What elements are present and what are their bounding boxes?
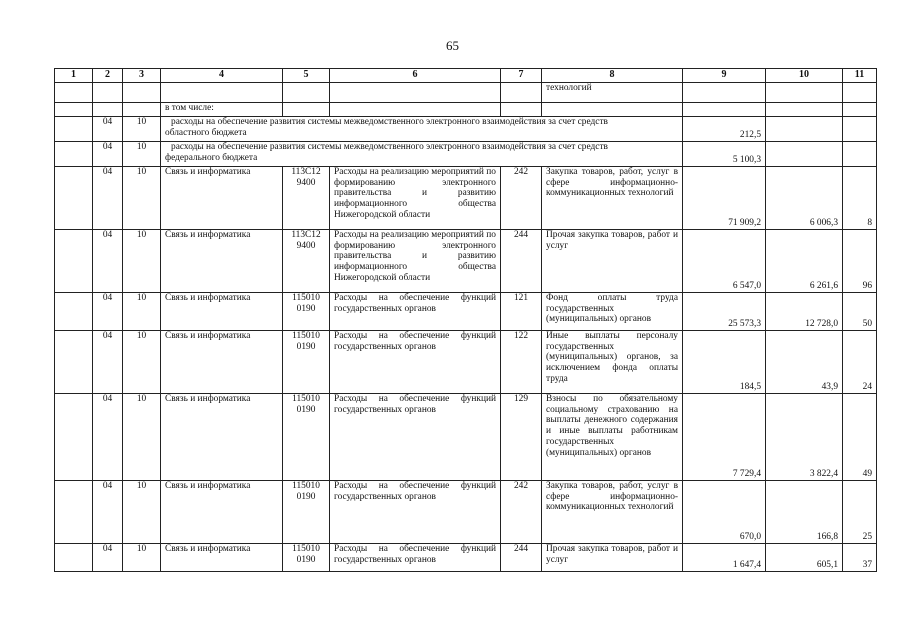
cell-percent: 49 bbox=[843, 394, 877, 481]
cell-expense-type-name: Фонд оплаты труда государственных (муниципальных) органов bbox=[542, 293, 683, 331]
cell-expense-description: Расходы на обеспечение функций государственных органов bbox=[330, 394, 501, 481]
header-cell: 3 bbox=[123, 69, 161, 83]
cell-expense-description: Расходы на обеспечение функций государственных органов bbox=[330, 481, 501, 544]
header-cell: 1 bbox=[55, 69, 93, 83]
header-cell: 10 bbox=[766, 69, 843, 83]
cell-blank bbox=[55, 394, 93, 481]
wide-text-cell bbox=[161, 117, 683, 142]
cell-expense-type-name: Закупка товаров, работ, услуг в сфере информационно-коммуникационных технологий bbox=[542, 167, 683, 230]
cell-target-code: 113С12 9400 bbox=[283, 230, 330, 293]
budget-table bbox=[54, 68, 877, 572]
wide-text-line: федерального бюджета bbox=[165, 152, 258, 163]
cell-percent: 24 bbox=[843, 331, 877, 394]
header-cell: 7 bbox=[501, 69, 542, 83]
header-cell: 8 bbox=[542, 69, 683, 83]
cell-expense-description: Расходы на обеспечение функций государственных органов bbox=[330, 544, 501, 572]
cell-section: 04 bbox=[93, 394, 123, 481]
cell-name: Связь и информатика bbox=[161, 331, 283, 394]
cell-target-code: 115010 0190 bbox=[283, 394, 330, 481]
cell-target-code: 113С12 9400 bbox=[283, 167, 330, 230]
cell-subsection: 10 bbox=[123, 142, 161, 167]
cell-section: 04 bbox=[93, 544, 123, 572]
cell-name: Связь и информатика bbox=[161, 293, 283, 331]
table-row bbox=[55, 544, 877, 572]
cell-expense-type: 244 bbox=[501, 230, 542, 293]
cell-section: 04 bbox=[93, 167, 123, 230]
page-number: 65 bbox=[446, 38, 459, 53]
cell-subsection: 10 bbox=[123, 544, 161, 572]
cell-subsection: 10 bbox=[123, 394, 161, 481]
cell-expense-description: Расходы на обеспечение функций государственных органов bbox=[330, 293, 501, 331]
header-row bbox=[55, 69, 877, 83]
wide-text-line: расходы на обеспечение развития системы межведомственного электронного взаимодействия за счет средств bbox=[171, 142, 608, 152]
wide-text-line: расходы на обеспечение развития системы межведомственного электронного взаимодействия за счет средств bbox=[171, 117, 608, 127]
cell-percent: 37 bbox=[843, 544, 877, 572]
table-row bbox=[55, 167, 877, 230]
header-cell: 9 bbox=[683, 69, 766, 83]
cell-expense-type-name: Взносы по обязательному социальному страхованию на выплаты денежного содержания и иные выплаты работникам государственных (муниципальных) органов bbox=[542, 394, 683, 481]
cell-blank bbox=[55, 167, 93, 230]
cell-blank bbox=[55, 481, 93, 544]
continuation-row bbox=[55, 83, 877, 103]
cell-executed: 6 261,6 bbox=[766, 230, 843, 293]
including-row bbox=[55, 103, 877, 117]
cell-name: Связь и информатика bbox=[161, 394, 283, 481]
cell-executed: 3 822,4 bbox=[766, 394, 843, 481]
cell-amount: 212,5 bbox=[683, 117, 766, 142]
cell-target-code: 115010 0190 bbox=[283, 331, 330, 394]
cell-expense-type-name: Закупка товаров, работ, услуг в сфере информационно-коммуникационных технологий bbox=[542, 481, 683, 544]
table-row bbox=[55, 394, 877, 481]
cell-section: 04 bbox=[93, 481, 123, 544]
cell-blank bbox=[55, 230, 93, 293]
cell-executed: 6 006,3 bbox=[766, 167, 843, 230]
cell-expense-description: Расходы на обеспечение функций государственных органов bbox=[330, 331, 501, 394]
header-cell: 6 bbox=[330, 69, 501, 83]
cell-subsection: 10 bbox=[123, 293, 161, 331]
wide-row bbox=[55, 142, 877, 167]
cell-amount: 1 647,4 bbox=[683, 544, 766, 572]
cell-subsection: 10 bbox=[123, 117, 161, 142]
cell-subsection: 10 bbox=[123, 331, 161, 394]
cell-expense-type: 242 bbox=[501, 167, 542, 230]
cell-section: 04 bbox=[93, 293, 123, 331]
cell-section: 04 bbox=[93, 230, 123, 293]
cell-percent: 50 bbox=[843, 293, 877, 331]
cell-section: 04 bbox=[93, 117, 123, 142]
wide-text-line: областного бюджета bbox=[165, 127, 247, 138]
cell-expense-type: 244 bbox=[501, 544, 542, 572]
wide-text-cell bbox=[161, 142, 683, 167]
cell-executed: 12 728,0 bbox=[766, 293, 843, 331]
cell-name: Связь и информатика bbox=[161, 230, 283, 293]
cell-target-code: 115010 0190 bbox=[283, 293, 330, 331]
cell-blank bbox=[55, 331, 93, 394]
cell-name: Связь и информатика bbox=[161, 167, 283, 230]
cell-expense-type-name: Прочая закупка товаров, работ и услуг bbox=[542, 230, 683, 293]
cell-name: Связь и информатика bbox=[161, 481, 283, 544]
cell-percent: 25 bbox=[843, 481, 877, 544]
table-row bbox=[55, 331, 877, 394]
header-cell: 5 bbox=[283, 69, 330, 83]
cell-name: Связь и информатика bbox=[161, 544, 283, 572]
cell-amount: 7 729,4 bbox=[683, 394, 766, 481]
header-cell: 2 bbox=[93, 69, 123, 83]
including-label: в том числе: bbox=[161, 103, 283, 117]
cell-amount: 25 573,3 bbox=[683, 293, 766, 331]
cell-section: 04 bbox=[93, 331, 123, 394]
cell-subsection: 10 bbox=[123, 230, 161, 293]
wide-row bbox=[55, 117, 877, 142]
table-row bbox=[55, 481, 877, 544]
cell-section: 04 bbox=[93, 142, 123, 167]
cell-target-code: 115010 0190 bbox=[283, 544, 330, 572]
cell-expense-type-name: Иные выплаты персоналу государственных (муниципальных) органов, за исключением фонда оплаты труда bbox=[542, 331, 683, 394]
cell-blank bbox=[55, 544, 93, 572]
cell-expense-type: 122 bbox=[501, 331, 542, 394]
cell-expense-type: 242 bbox=[501, 481, 542, 544]
cell-expense-type: 121 bbox=[501, 293, 542, 331]
table-row bbox=[55, 293, 877, 331]
cell-executed: 605,1 bbox=[766, 544, 843, 572]
cell-expense-type: 129 bbox=[501, 394, 542, 481]
cell-subsection: 10 bbox=[123, 481, 161, 544]
cell-executed: 43,9 bbox=[766, 331, 843, 394]
cell-percent: 96 bbox=[843, 230, 877, 293]
header-cell: 11 bbox=[843, 69, 877, 83]
cell-expense-description: Расходы на реализацию мероприятий по формированию электронного правительства и развитию информационного общества Нижегородской области bbox=[330, 230, 501, 293]
cell-expense-description: Расходы на реализацию мероприятий по формированию электронного правительства и развитию информационного общества Нижегородской области bbox=[330, 167, 501, 230]
cell-amount: 6 547,0 bbox=[683, 230, 766, 293]
table-row bbox=[55, 230, 877, 293]
cell-subsection: 10 bbox=[123, 167, 161, 230]
cell-blank bbox=[55, 293, 93, 331]
cell-amount: 71 909,2 bbox=[683, 167, 766, 230]
cell-target-code: 115010 0190 bbox=[283, 481, 330, 544]
cell-amount: 670,0 bbox=[683, 481, 766, 544]
cell-amount: 5 100,3 bbox=[683, 142, 766, 167]
header-cell: 4 bbox=[161, 69, 283, 83]
cell-executed: 166,8 bbox=[766, 481, 843, 544]
continuation-text: технологий bbox=[542, 83, 683, 103]
cell-expense-type-name: Прочая закупка товаров, работ и услуг bbox=[542, 544, 683, 572]
cell-percent: 8 bbox=[843, 167, 877, 230]
cell-amount: 184,5 bbox=[683, 331, 766, 394]
